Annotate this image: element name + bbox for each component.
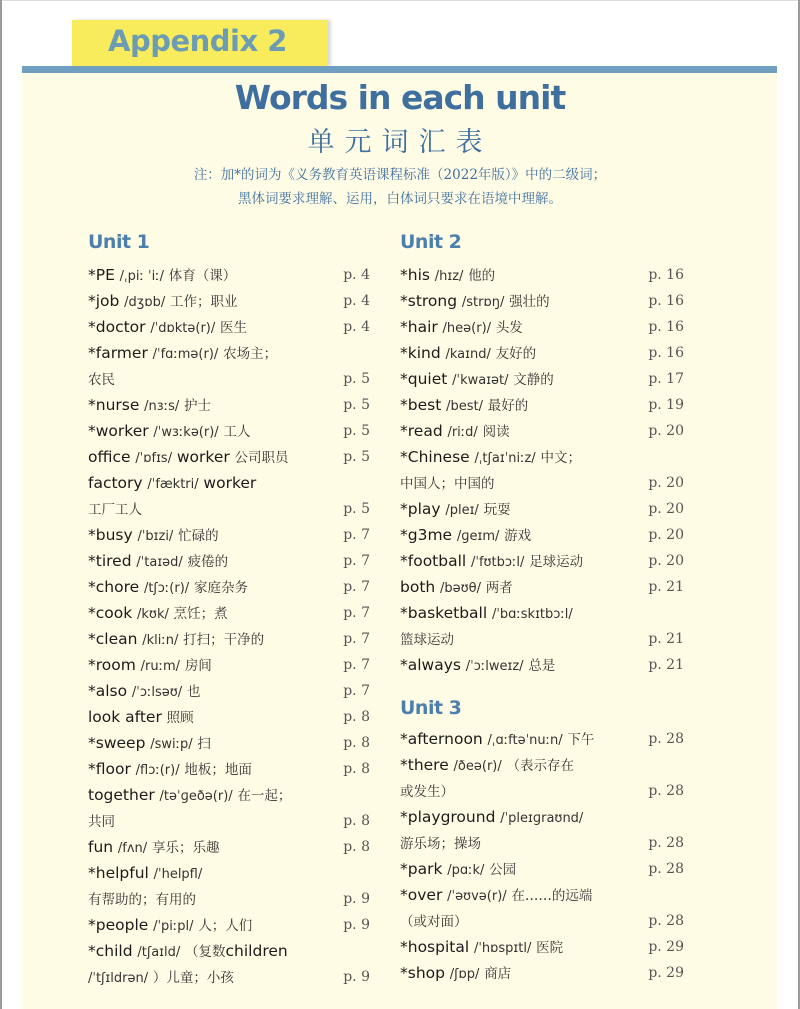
entry-page-ref: p. 7 bbox=[343, 631, 370, 647]
entry-page-ref: p. 28 bbox=[648, 783, 684, 799]
vocab-entry bbox=[400, 548, 684, 574]
entry-word: office bbox=[88, 448, 131, 466]
entry-meaning: 房间 bbox=[184, 658, 212, 674]
vocab-entry bbox=[88, 912, 370, 938]
vocab-entry bbox=[400, 418, 684, 444]
entry-meaning: 工作；职业 bbox=[169, 294, 238, 310]
entry-phonetic: /nɜːs/ bbox=[144, 399, 180, 414]
entry-word: factory bbox=[88, 474, 143, 492]
entry-page-ref: p. 16 bbox=[648, 293, 684, 309]
vocab-entry bbox=[88, 964, 370, 990]
entry-page-ref: p. 20 bbox=[648, 553, 684, 569]
entry-phonetic: /ˈɒfɪs/ bbox=[135, 451, 173, 466]
entry-word: *doctor bbox=[88, 318, 146, 336]
entry-page-ref: p. 20 bbox=[648, 423, 684, 439]
entry-phonetic: /ˈɔːlweɪz/ bbox=[465, 659, 524, 674]
entry-page-ref: p. 8 bbox=[343, 813, 370, 829]
vocab-entry bbox=[88, 496, 370, 522]
vocab-entry bbox=[88, 418, 370, 444]
entry-word: *quiet bbox=[400, 370, 448, 388]
vocab-entry bbox=[400, 366, 684, 392]
entry-phonetic: /hɪz/ bbox=[434, 269, 464, 284]
column-left bbox=[88, 228, 370, 990]
entry-page-ref: p. 29 bbox=[648, 965, 684, 981]
vocab-entry bbox=[400, 262, 684, 288]
entry-meaning: 游乐场；操场 bbox=[400, 836, 481, 852]
entry-meaning: 护士 bbox=[184, 398, 212, 414]
entry-meaning: 享乐；乐趣 bbox=[151, 840, 220, 856]
entry-meaning: 照顾 bbox=[166, 710, 194, 726]
entry-word: *over bbox=[400, 886, 443, 904]
vocab-entry bbox=[88, 574, 370, 600]
vocab-entry bbox=[88, 444, 370, 470]
entry-meaning: 工厂工人 bbox=[88, 502, 142, 518]
entry-page-ref: p. 16 bbox=[648, 267, 684, 283]
entry-word: *sweep bbox=[88, 734, 146, 752]
entry-page-ref: p. 16 bbox=[648, 345, 684, 361]
entry-word: *read bbox=[400, 422, 443, 440]
entry-word: *shop bbox=[400, 964, 445, 982]
entry-word: *g3me bbox=[400, 526, 453, 544]
entry-meaning: 扫 bbox=[197, 736, 211, 752]
vocab-entry bbox=[88, 730, 370, 756]
entry-phonetic: /ˌɑːftəˈnuːn/ bbox=[487, 733, 563, 748]
entry-meaning: 烹饪；煮 bbox=[173, 606, 228, 622]
entry-meaning: 医生 bbox=[220, 320, 248, 336]
entry-phonetic: /strɒŋ/ bbox=[461, 295, 505, 310]
entry-phonetic: /ˈtʃɪldrən/ bbox=[88, 971, 149, 986]
entry-meaning: 或发生） bbox=[400, 784, 454, 800]
entry-word: *there bbox=[400, 756, 449, 774]
entry-meaning: 工人 bbox=[223, 424, 251, 440]
entry-page-ref: p. 17 bbox=[648, 371, 684, 387]
entry-meaning: 阅读 bbox=[482, 424, 510, 440]
entry-word: *playground bbox=[400, 808, 496, 826]
entry-meaning: 共同 bbox=[88, 814, 115, 830]
entry-page-ref: p. 4 bbox=[343, 293, 370, 309]
vocab-entry bbox=[400, 960, 684, 986]
entry-phonetic: /ˈpiːpl/ bbox=[153, 919, 194, 934]
entry-phonetic: /ʃɒp/ bbox=[449, 967, 480, 982]
entry-meaning: 体育（课） bbox=[168, 268, 237, 284]
entry-page-ref: p. 28 bbox=[648, 861, 684, 877]
unit-heading: Unit 1 bbox=[88, 231, 150, 253]
entry-word: *cook bbox=[88, 604, 133, 622]
entry-meaning: 在……的远端 bbox=[511, 888, 593, 904]
entry-word: together bbox=[88, 786, 155, 804]
entry-phonetic: /riːd/ bbox=[447, 425, 478, 440]
entry-meaning: 也 bbox=[186, 684, 201, 700]
entry-phonetic: /ˈtaɪəd/ bbox=[136, 555, 183, 570]
entry-meaning: 地板；地面 bbox=[184, 762, 252, 778]
entry-phonetic: /ˈwɜːkə(r)/ bbox=[153, 425, 219, 440]
entry-page-ref: p. 8 bbox=[343, 761, 370, 777]
entry-meaning: 疲倦的 bbox=[187, 554, 229, 570]
vocab-entry bbox=[88, 808, 370, 834]
entry-phonetic: /ˈdɒktə(r)/ bbox=[150, 321, 216, 336]
vocab-entry bbox=[88, 704, 370, 730]
vocab-entry bbox=[400, 574, 684, 600]
entry-page-ref: p. 20 bbox=[648, 475, 684, 491]
entry-page-ref: p. 7 bbox=[343, 657, 370, 673]
entry-page-ref: p. 28 bbox=[648, 913, 684, 929]
entry-phonetic: /ˈəʊvə(r)/ bbox=[447, 889, 507, 904]
entry-phonetic: /kliːn/ bbox=[142, 633, 179, 648]
entry-word: *farmer bbox=[88, 344, 148, 362]
entry-word: *people bbox=[88, 916, 149, 934]
vocab-entry bbox=[400, 340, 684, 366]
entry-page-ref: p. 5 bbox=[343, 423, 370, 439]
entry-word: *play bbox=[400, 500, 441, 518]
entry-meaning: 家庭杂务 bbox=[193, 580, 248, 596]
entry-meaning: （表示存在 bbox=[506, 758, 575, 774]
entry-word: *helpful bbox=[88, 864, 149, 882]
entry-page-ref: p. 19 bbox=[648, 397, 684, 413]
entry-page-ref: p. 7 bbox=[343, 579, 370, 595]
entry-phonetic: /tʃɔː(r)/ bbox=[143, 581, 190, 596]
entry-page-ref: p. 9 bbox=[343, 917, 370, 933]
entry-meaning: 农场主； bbox=[223, 346, 278, 362]
entry-page-ref: p. 21 bbox=[648, 579, 684, 595]
entry-phonetic: /ruːm/ bbox=[140, 659, 181, 674]
entry-page-ref: p. 29 bbox=[648, 939, 684, 955]
entry-meaning: 文静的 bbox=[513, 372, 554, 388]
entry-meaning: 公园 bbox=[489, 862, 517, 878]
vocab-entry bbox=[88, 392, 370, 418]
vocab-entry bbox=[88, 886, 370, 912]
entry-word-extra: worker bbox=[203, 474, 257, 492]
entry-phonetic: /bəʊθ/ bbox=[440, 581, 482, 596]
entry-meaning: 中国人；中国的 bbox=[400, 476, 495, 492]
entry-word: *hair bbox=[400, 318, 438, 336]
entry-phonetic: /ˈfæktri/ bbox=[147, 477, 199, 492]
entry-word: *room bbox=[88, 656, 136, 674]
vocab-entry bbox=[400, 804, 684, 830]
entry-page-ref: p. 28 bbox=[648, 835, 684, 851]
vocab-entry bbox=[400, 856, 684, 882]
vocab-entry bbox=[88, 834, 370, 860]
entry-phonetic: /ˈhelpfl/ bbox=[153, 867, 203, 882]
vocab-entry bbox=[400, 934, 684, 960]
vocab-entry bbox=[400, 752, 684, 778]
entry-phonetic: /heə(r)/ bbox=[442, 321, 492, 336]
vocab-entry bbox=[88, 860, 370, 886]
entry-phonetic: /fʌn/ bbox=[117, 841, 148, 856]
entry-phonetic: /ˈbɪzi/ bbox=[137, 529, 174, 544]
vocab-entry bbox=[88, 938, 370, 964]
entry-meaning: 两者 bbox=[485, 580, 513, 596]
entry-phonetic: /flɔː(r)/ bbox=[135, 763, 180, 778]
vocab-entry bbox=[400, 830, 684, 856]
entry-word: *basketball bbox=[400, 604, 488, 622]
entry-phonetic: /pɑːk/ bbox=[447, 863, 485, 878]
vocab-entry bbox=[88, 678, 370, 704]
entry-phonetic: /kʊk/ bbox=[137, 607, 169, 622]
entry-phonetic: /kaɪnd/ bbox=[445, 347, 491, 362]
entry-word: *best bbox=[400, 396, 442, 414]
vocab-entry bbox=[400, 778, 684, 804]
entry-meaning: 他的 bbox=[468, 268, 496, 284]
entry-word: *strong bbox=[400, 292, 458, 310]
vocab-entry bbox=[400, 392, 684, 418]
entry-word: *always bbox=[400, 656, 461, 674]
entry-meaning: 在一起； bbox=[237, 788, 292, 804]
word-list-unit-1 bbox=[88, 262, 370, 990]
entry-page-ref: p. 21 bbox=[648, 657, 684, 673]
entry-page-ref: p. 5 bbox=[343, 449, 370, 465]
vocab-entry bbox=[400, 314, 684, 340]
entry-word: *park bbox=[400, 860, 443, 878]
entry-meaning: 打扫；干净的 bbox=[183, 632, 265, 648]
page-subtitle: 单元词汇表 bbox=[307, 127, 493, 158]
entry-meaning: 最好的 bbox=[487, 398, 529, 414]
entry-page-ref: p. 4 bbox=[343, 319, 370, 335]
vocab-entry bbox=[88, 652, 370, 678]
unit-heading: Unit 2 bbox=[400, 231, 462, 253]
entry-page-ref: p. 7 bbox=[343, 553, 370, 569]
vocab-entry bbox=[400, 496, 684, 522]
vocab-entry bbox=[88, 756, 370, 782]
entry-page-ref: p. 20 bbox=[648, 501, 684, 517]
entry-page-ref: p. 16 bbox=[648, 319, 684, 335]
entry-meaning: 头发 bbox=[495, 320, 523, 336]
page-edge-top bbox=[0, 0, 800, 1]
entry-word: *chore bbox=[88, 578, 140, 596]
vocab-entry bbox=[88, 470, 370, 496]
entry-page-ref: p. 9 bbox=[343, 969, 370, 985]
entry-phonetic: /ˌpiː ˈiː/ bbox=[119, 269, 164, 284]
entry-word: fun bbox=[88, 838, 114, 856]
entry-word: *tired bbox=[88, 552, 132, 570]
entry-meaning: 强壮的 bbox=[509, 294, 550, 310]
appendix-label: Appendix 2 bbox=[108, 24, 287, 58]
entry-phonetic: /best/ bbox=[446, 399, 483, 414]
entry-page-ref: p. 21 bbox=[648, 631, 684, 647]
entry-word: *kind bbox=[400, 344, 441, 362]
entry-page-ref: p. 20 bbox=[648, 527, 684, 543]
entry-meaning: 游戏 bbox=[504, 528, 532, 544]
entry-phonetic: /ˈhɒspɪtl/ bbox=[473, 941, 532, 956]
vocab-entry bbox=[400, 726, 684, 752]
vocab-entry bbox=[400, 288, 684, 314]
page-title: Words in each unit bbox=[234, 78, 566, 117]
entry-page-ref: p. 9 bbox=[343, 891, 370, 907]
vocab-entry bbox=[400, 652, 684, 678]
column-right bbox=[400, 228, 684, 986]
entry-word-extra: worker bbox=[176, 448, 230, 466]
entry-phonetic: /swiːp/ bbox=[150, 737, 193, 752]
entry-word: *also bbox=[88, 682, 128, 700]
vocab-entry bbox=[88, 782, 370, 808]
vocab-entry bbox=[88, 340, 370, 366]
entry-meaning: （或对面） bbox=[400, 914, 468, 930]
entry-page-ref: p. 8 bbox=[343, 709, 370, 725]
entry-phonetic: /ˈfʊtbɔːl/ bbox=[470, 555, 525, 570]
entry-meaning: ）儿童；小孩 bbox=[152, 970, 234, 986]
entry-phonetic: /ˈkwaɪət/ bbox=[452, 373, 509, 388]
entry-phonetic: /ˈɔːlsəʊ/ bbox=[131, 685, 183, 700]
entry-word: *his bbox=[400, 266, 430, 284]
entry-page-ref: p. 5 bbox=[343, 371, 370, 387]
entry-page-ref: p. 8 bbox=[343, 839, 370, 855]
entry-meaning: （复数 bbox=[185, 944, 226, 960]
unit-heading: Unit 3 bbox=[400, 697, 462, 719]
vocab-entry bbox=[400, 908, 684, 934]
word-list-unit-3 bbox=[400, 726, 684, 986]
entry-phonetic: /ðeə(r)/ bbox=[453, 759, 502, 774]
entry-phonetic: /təˈɡeðə(r)/ bbox=[159, 789, 233, 804]
entry-phonetic: /pleɪ/ bbox=[445, 503, 479, 518]
entry-word: *afternoon bbox=[400, 730, 483, 748]
entry-word: *clean bbox=[88, 630, 138, 648]
entry-meaning: 下午 bbox=[567, 732, 595, 748]
entry-page-ref: p. 28 bbox=[648, 731, 684, 747]
entry-meaning: 公司职员 bbox=[234, 450, 289, 466]
entry-word: *hospital bbox=[400, 938, 470, 956]
entry-meaning: 农民 bbox=[88, 372, 115, 388]
vocab-entry bbox=[400, 626, 684, 652]
entry-page-ref: p. 7 bbox=[343, 527, 370, 543]
entry-meaning: 医院 bbox=[536, 940, 564, 956]
header-divider-bar bbox=[22, 66, 777, 73]
entry-phonetic: /dʒɒb/ bbox=[124, 295, 166, 310]
entry-word: *PE bbox=[88, 266, 115, 284]
entry-meaning: 玩耍 bbox=[483, 502, 511, 518]
entry-meaning: 中文； bbox=[540, 450, 581, 466]
entry-word: *football bbox=[400, 552, 467, 570]
entry-meaning: 有帮助的；有用的 bbox=[88, 892, 196, 908]
entry-phonetic: /ˌtʃaɪˈniːz/ bbox=[474, 451, 536, 466]
entry-meaning: 友好的 bbox=[495, 346, 537, 362]
vocab-entry bbox=[88, 366, 370, 392]
entry-meaning: 忙碌的 bbox=[178, 528, 219, 544]
entry-word: *floor bbox=[88, 760, 131, 778]
entry-phonetic: /tʃaɪld/ bbox=[137, 945, 181, 960]
vocab-entry bbox=[88, 262, 370, 288]
note-line-1: 注：加*的词为《义务教育英语课程标准（2022年版）》中的二级词； bbox=[193, 167, 607, 183]
entry-page-ref: p. 7 bbox=[343, 605, 370, 621]
word-list-unit-2 bbox=[400, 262, 684, 678]
entry-phonetic: /ˈbɑːskɪtbɔːl/ bbox=[491, 607, 573, 622]
entry-page-ref: p. 5 bbox=[343, 501, 370, 517]
entry-page-ref: p. 7 bbox=[343, 683, 370, 699]
vocab-entry bbox=[88, 522, 370, 548]
entry-word: *nurse bbox=[88, 396, 140, 414]
entry-page-ref: p. 4 bbox=[343, 267, 370, 283]
entry-phonetic: /ˈpleɪɡraʊnd/ bbox=[500, 811, 584, 826]
vocab-entry bbox=[88, 288, 370, 314]
entry-meaning: 足球运动 bbox=[529, 554, 584, 570]
vocab-entry bbox=[400, 522, 684, 548]
entry-page-ref: p. 5 bbox=[343, 397, 370, 413]
entry-word: look after bbox=[88, 708, 162, 726]
vocab-entry bbox=[400, 882, 684, 908]
vocab-entry bbox=[88, 626, 370, 652]
note-line-2: 黑体词要求理解、运用，白体词只要求在语境中理解。 bbox=[238, 191, 562, 207]
entry-meaning: 人；人们 bbox=[198, 918, 253, 934]
entry-meaning: 总是 bbox=[528, 658, 556, 674]
vocab-entry bbox=[400, 444, 684, 470]
vocab-entry bbox=[400, 600, 684, 626]
entry-meaning: 篮球运动 bbox=[400, 632, 454, 648]
entry-word-extra: children bbox=[225, 942, 288, 960]
appendix-tab bbox=[72, 20, 328, 66]
entry-word: both bbox=[400, 578, 436, 596]
entry-word: *child bbox=[88, 942, 133, 960]
entry-word: *busy bbox=[88, 526, 133, 544]
entry-phonetic: /ɡeɪm/ bbox=[456, 529, 500, 544]
entry-word: *Chinese bbox=[400, 448, 470, 466]
entry-meaning: 商店 bbox=[484, 966, 512, 982]
vocab-entry bbox=[400, 470, 684, 496]
vocab-entry bbox=[88, 548, 370, 574]
entry-word: *job bbox=[88, 292, 120, 310]
entry-word: *worker bbox=[88, 422, 149, 440]
entry-page-ref: p. 8 bbox=[343, 735, 370, 751]
vocab-entry bbox=[88, 314, 370, 340]
vocab-entry bbox=[88, 600, 370, 626]
entry-phonetic: /ˈfɑːmə(r)/ bbox=[152, 347, 219, 362]
